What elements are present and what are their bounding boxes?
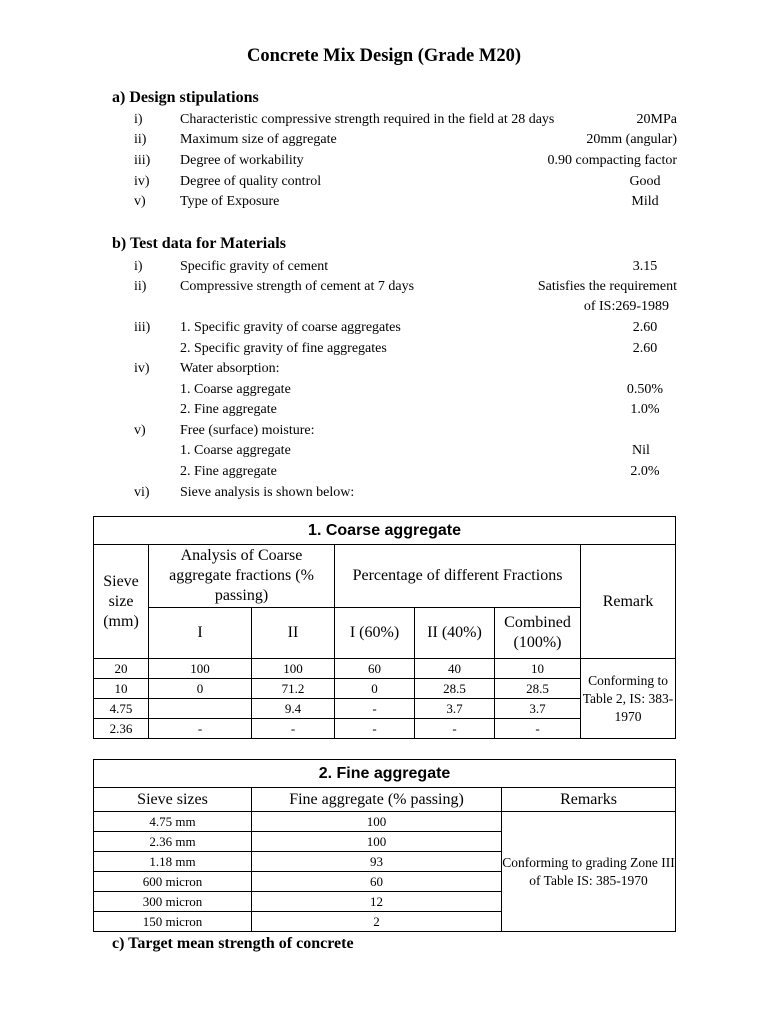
item-value: Mild (631, 194, 659, 209)
item-number: ii) (134, 132, 147, 147)
cell-ii-40: 28.5 (415, 679, 495, 699)
cell-passing: 12 (252, 892, 502, 912)
item-value: 0.50% (626, 382, 664, 397)
item-value: 2.0% (630, 464, 660, 479)
cell-combined: 3.7 (495, 699, 581, 719)
item-value: 3.15 (632, 259, 658, 274)
item-number: iii) (134, 320, 151, 335)
item-label: Degree of quality control (180, 174, 322, 189)
item-value: of IS:269-1989 (583, 299, 669, 314)
item-label: Characteristic compressive strength required in the field at 28 days (180, 112, 555, 127)
subheader-combined: Combined (100%) (495, 608, 581, 659)
test-data-row (0, 279, 768, 299)
cell-sieve: 20 (94, 659, 149, 679)
subheader-i-60: I (60%) (335, 608, 415, 659)
item-label: 2. Specific gravity of fine aggregates (180, 341, 387, 356)
test-data-row (0, 443, 768, 463)
cell-sieve: 2.36 mm (94, 832, 252, 852)
cell-i: - (149, 719, 252, 739)
cell-sieve: 4.75 (94, 699, 149, 719)
subheader-i: I (149, 608, 252, 659)
cell-sieve: 4.75 mm (94, 812, 252, 832)
cell-i-60: 60 (335, 659, 415, 679)
item-value: 20MPa (636, 112, 677, 127)
table-row (94, 659, 676, 679)
cell-sieve: 300 micron (94, 892, 252, 912)
item-label: Free (surface) moisture: (180, 423, 315, 438)
item-number: iv) (134, 174, 150, 189)
item-label: Type of Exposure (180, 194, 280, 209)
item-value: 20mm (angular) (586, 132, 677, 147)
remark-cell: Conforming to grading Zone III of Table IS: 385-1970 (502, 812, 676, 932)
column-header-percentage: Percentage of different Fractions (335, 545, 581, 608)
stipulation-row (0, 194, 768, 214)
item-label: Compressive strength of cement at 7 days (180, 279, 415, 294)
coarse-aggregate-table (93, 516, 676, 739)
cell-ii: 9.4 (252, 699, 335, 719)
test-data-row (0, 382, 768, 402)
test-data-row (0, 259, 768, 279)
cell-passing: 2 (252, 912, 502, 932)
table-caption: 2. Fine aggregate (94, 760, 676, 788)
remark-cell: Conforming to Table 2, IS: 383-1970 (581, 659, 676, 739)
subheader-ii: II (252, 608, 335, 659)
cell-ii-40: - (415, 719, 495, 739)
item-number: i) (134, 259, 143, 274)
cell-combined: 10 (495, 659, 581, 679)
cell-combined: - (495, 719, 581, 739)
cell-sieve: 10 (94, 679, 149, 699)
test-data-row (0, 485, 768, 505)
item-label: 2. Fine aggregate (180, 464, 277, 479)
section-c-heading: c) Target mean strength of concrete (112, 935, 354, 952)
section-a-heading: a) Design stipulations (112, 89, 259, 106)
cell-i-60: - (335, 699, 415, 719)
column-header-sieve-size: Sieve size (mm) (94, 545, 149, 659)
stipulation-row (0, 174, 768, 194)
test-data-row (0, 464, 768, 484)
test-data-row (0, 423, 768, 443)
test-data-row (0, 402, 768, 422)
item-label: 1. Coarse aggregate (180, 443, 291, 458)
cell-combined: 28.5 (495, 679, 581, 699)
item-label: Specific gravity of cement (180, 259, 329, 274)
section-b-heading: b) Test data for Materials (112, 235, 286, 252)
table-row (94, 812, 676, 832)
cell-sieve: 600 micron (94, 872, 252, 892)
cell-ii: 100 (252, 659, 335, 679)
column-header-remarks: Remarks (502, 788, 676, 812)
cell-i-60: 0 (335, 679, 415, 699)
test-data-row (0, 320, 768, 340)
item-value: Good (629, 174, 661, 189)
cell-passing: 100 (252, 832, 502, 852)
item-number: ii) (134, 279, 147, 294)
cell-passing: 60 (252, 872, 502, 892)
item-label: Degree of workability (180, 153, 304, 168)
cell-sieve: 2.36 (94, 719, 149, 739)
item-number: vi) (134, 485, 150, 500)
item-number: v) (134, 194, 146, 209)
cell-ii-40: 40 (415, 659, 495, 679)
cell-ii-40: 3.7 (415, 699, 495, 719)
column-header-remark: Remark (581, 545, 676, 659)
column-header-passing: Fine aggregate (% passing) (252, 788, 502, 812)
cell-ii: 71.2 (252, 679, 335, 699)
item-value: 1.0% (630, 402, 660, 417)
cell-i: 100 (149, 659, 252, 679)
cell-ii: - (252, 719, 335, 739)
table-caption: 1. Coarse aggregate (94, 517, 676, 545)
item-number: iv) (134, 361, 150, 376)
item-number: i) (134, 112, 143, 127)
item-value: Nil (632, 443, 650, 458)
item-label: Sieve analysis is shown below: (180, 485, 355, 500)
item-label: Water absorption: (180, 361, 280, 376)
item-label: 2. Fine aggregate (180, 402, 277, 417)
item-label: 1. Coarse aggregate (180, 382, 291, 397)
cell-i: 0 (149, 679, 252, 699)
stipulation-row (0, 132, 768, 152)
item-value: 2.60 (632, 341, 658, 356)
cell-sieve: 150 micron (94, 912, 252, 932)
cell-i (149, 699, 252, 719)
item-number: v) (134, 423, 146, 438)
cell-passing: 100 (252, 812, 502, 832)
item-label: 1. Specific gravity of coarse aggregates (180, 320, 401, 335)
subheader-ii-40: II (40%) (415, 608, 495, 659)
cell-sieve: 1.18 mm (94, 852, 252, 872)
cell-passing: 93 (252, 852, 502, 872)
stipulation-row (0, 153, 768, 173)
column-header-sieve-sizes: Sieve sizes (94, 788, 252, 812)
cell-i-60: - (335, 719, 415, 739)
item-value: 0.90 compacting factor (547, 153, 677, 168)
fine-aggregate-table (93, 759, 676, 932)
test-data-row (0, 341, 768, 361)
test-data-row (0, 299, 768, 319)
document-title: Concrete Mix Design (Grade M20) (246, 46, 521, 66)
test-data-row (0, 361, 768, 381)
item-label: Maximum size of aggregate (180, 132, 337, 147)
column-header-analysis: Analysis of Coarse aggregate fractions (% passing) (149, 545, 335, 608)
item-value: Satisfies the requirement (537, 279, 677, 294)
item-value: 2.60 (632, 320, 658, 335)
stipulation-row (0, 112, 768, 132)
item-number: iii) (134, 153, 151, 168)
